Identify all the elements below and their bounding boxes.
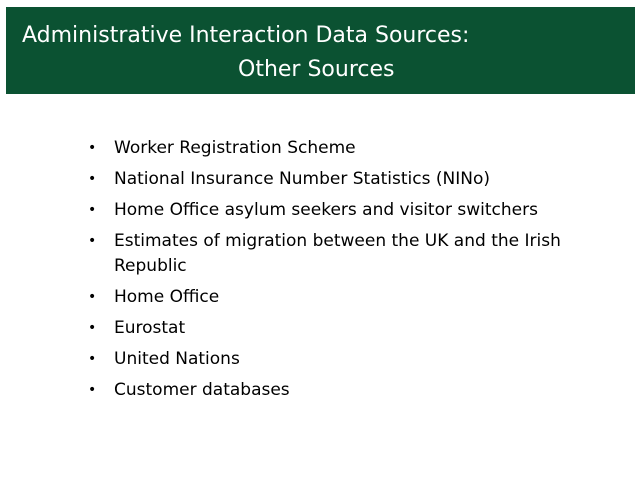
bullet-item [88,378,588,403]
bullet-item [88,316,588,341]
bullet-item [88,136,588,161]
bullet-icon: • [88,351,97,367]
bullet-text: Eurostat [114,318,186,338]
bullet-icon: • [88,289,97,305]
bullet-text: Home Office [114,287,220,307]
bullet-icon: • [88,171,97,187]
bullet-icon: • [88,320,97,336]
bullet-item [88,167,588,192]
bullet-item [88,347,588,372]
bullet-icon: • [88,382,97,398]
bullet-icon: • [88,140,97,156]
bullet-text: United Nations [114,349,240,369]
slide-title: Administrative Interaction Data Sources: [22,23,470,48]
bullet-list [88,136,588,409]
bullet-item [88,229,588,279]
bullet-icon: • [88,202,97,218]
bullet-text: National Insurance Number Statistics (NINo) [114,169,490,189]
bullet-text: Worker Registration Scheme [114,138,356,158]
bullet-item [88,198,588,223]
bullet-text: Customer databases [114,380,290,400]
bullet-item [88,285,588,310]
bullet-text: Home Office asylum seekers and visitor switchers [114,200,538,220]
bullet-text: Estimates of migration between the UK and the Irish Republic [114,231,561,276]
slide-subtitle: Other Sources [238,57,395,82]
title-bar [6,7,635,94]
bullet-icon: • [88,233,97,249]
